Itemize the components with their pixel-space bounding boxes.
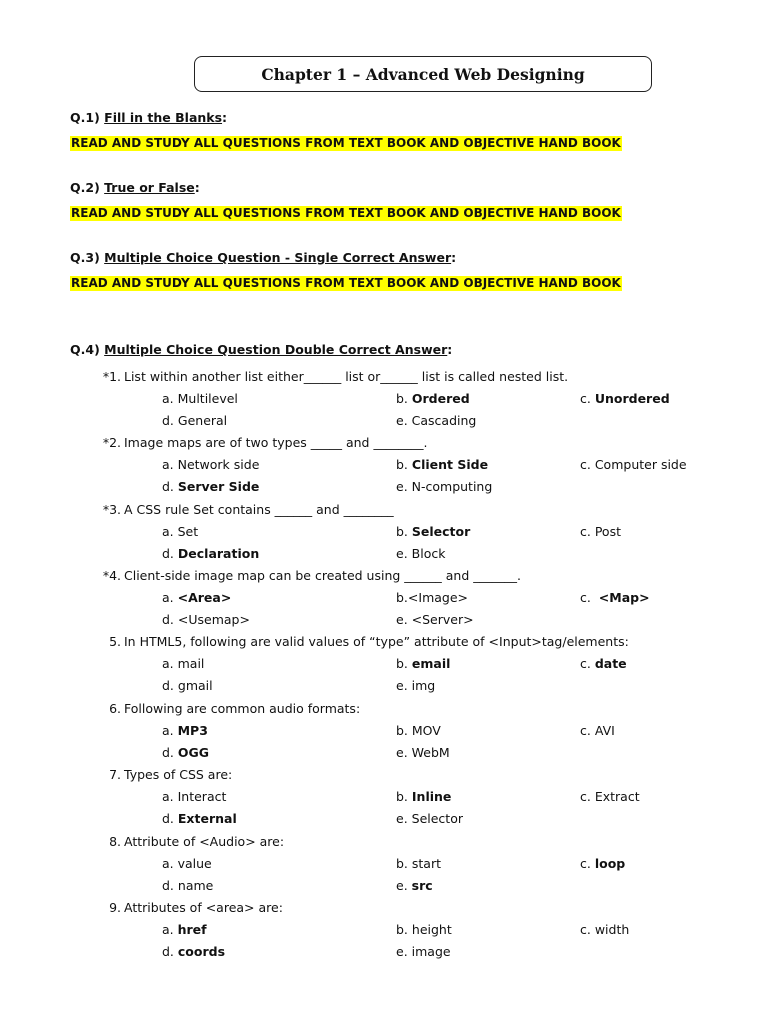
section-number: Q.2): [70, 180, 100, 195]
option-letter: a.: [162, 590, 178, 605]
option-letter: e.: [396, 479, 412, 494]
option-letter: c.: [580, 789, 595, 804]
option-letter: d.: [162, 413, 178, 428]
answer-option: [580, 856, 625, 871]
section-title: Fill in the Blanks: [104, 110, 223, 125]
option-letter: c.: [580, 391, 595, 406]
question-text: Attributes of <area> are:: [124, 900, 283, 915]
option-letter: e.: [396, 944, 412, 959]
question-number: *1.: [102, 369, 121, 384]
option-letter: e.: [396, 546, 412, 561]
option-text: Selector: [411, 524, 471, 539]
option-letter: e.: [396, 811, 412, 826]
answer-option: [162, 878, 213, 893]
option-letter: c.: [580, 590, 599, 605]
section-number: Q.1): [70, 110, 100, 125]
answer-option: [580, 457, 687, 472]
option-text: Computer side: [594, 457, 687, 472]
answer-option: [162, 546, 259, 561]
option-text: <Image>: [407, 590, 469, 605]
question-text: Image maps are of two types _____ and ________.: [124, 435, 428, 450]
option-letter: b.: [396, 922, 412, 937]
section-number: Q.3): [70, 250, 100, 265]
option-letter: e.: [396, 878, 412, 893]
option-letter: e.: [396, 745, 412, 760]
option-letter: a.: [162, 856, 178, 871]
option-text: OGG: [177, 745, 210, 760]
option-letter: a.: [162, 922, 178, 937]
answer-option: [396, 612, 474, 627]
answer-option: [396, 656, 450, 671]
option-letter: a.: [162, 391, 178, 406]
section-number: Q.4): [70, 342, 100, 357]
answer-option: [580, 391, 670, 406]
section-title: True or False: [104, 180, 195, 195]
answer-option: [162, 590, 231, 605]
answer-option: [396, 944, 451, 959]
question-text: Client-side image map can be created using ______ and _______.: [124, 568, 521, 583]
section-heading-q1: [70, 110, 227, 125]
option-text: Declaration: [177, 546, 260, 561]
answer-option: [580, 789, 640, 804]
answer-option: [580, 723, 615, 738]
answer-option: [396, 878, 433, 893]
answer-option: [396, 678, 435, 693]
answer-option: [396, 811, 463, 826]
option-letter: b.: [396, 457, 412, 472]
answer-option: [396, 922, 452, 937]
answer-option: [396, 723, 441, 738]
answer-option: [162, 922, 207, 937]
instruction-highlight-q2: READ AND STUDY ALL QUESTIONS FROM TEXT BOOK AND OBJECTIVE HAND BOOK: [71, 206, 621, 220]
option-letter: d.: [162, 878, 178, 893]
option-text: Network side: [177, 457, 260, 472]
answer-option: [396, 590, 468, 605]
option-text: mail: [177, 656, 205, 671]
option-letter: d.: [162, 811, 178, 826]
option-text: height: [411, 922, 452, 937]
question-number: *2.: [102, 435, 121, 450]
option-letter: a.: [162, 789, 178, 804]
answer-option: [580, 590, 650, 605]
option-text: coords: [177, 944, 226, 959]
option-letter: b.: [396, 524, 412, 539]
option-text: src: [411, 878, 433, 893]
option-letter: c.: [580, 856, 595, 871]
answer-option: [162, 524, 198, 539]
option-text: width: [594, 922, 630, 937]
option-text: Server Side: [177, 479, 260, 494]
answer-option: [162, 612, 250, 627]
answer-option: [396, 745, 450, 760]
section-colon: :: [447, 342, 453, 357]
answer-option: [162, 457, 259, 472]
answer-option: [396, 789, 451, 804]
option-text: date: [594, 656, 627, 671]
question-number: 9.: [109, 900, 121, 915]
option-letter: e.: [396, 413, 412, 428]
instruction-highlight-q1: READ AND STUDY ALL QUESTIONS FROM TEXT BOOK AND OBJECTIVE HAND BOOK: [71, 136, 621, 150]
option-text: Unordered: [594, 391, 670, 406]
answer-option: [396, 413, 476, 428]
option-letter: c.: [580, 457, 595, 472]
question-text: In HTML5, following are valid values of “type” attribute of <Input>tag/elements:: [124, 634, 629, 649]
option-text: <Usemap>: [177, 612, 250, 627]
question-text: Following are common audio formats:: [124, 701, 361, 716]
option-letter: c.: [580, 723, 595, 738]
option-text: WebM: [411, 745, 450, 760]
option-text: External: [177, 811, 237, 826]
option-text: Selector: [411, 811, 463, 826]
option-text: name: [177, 878, 214, 893]
option-letter: d.: [162, 546, 178, 561]
option-text: AVI: [594, 723, 615, 738]
section-colon: :: [222, 110, 228, 125]
answer-option: [162, 944, 225, 959]
option-text: Post: [594, 524, 621, 539]
option-text: Multilevel: [177, 391, 238, 406]
option-text: N-computing: [411, 479, 493, 494]
option-text: Inline: [411, 789, 452, 804]
question-number: 8.: [109, 834, 121, 849]
answer-option: [162, 656, 204, 671]
answer-option: [162, 811, 237, 826]
option-text: <Map>: [598, 590, 650, 605]
answer-option: [396, 391, 470, 406]
option-text: General: [177, 413, 228, 428]
option-letter: b.: [396, 789, 412, 804]
instruction-highlight-q3: READ AND STUDY ALL QUESTIONS FROM TEXT BOOK AND OBJECTIVE HAND BOOK: [71, 276, 621, 290]
question-number: *3.: [102, 502, 121, 517]
option-letter: c.: [580, 656, 595, 671]
section-heading-q2: [70, 180, 200, 195]
answer-option: [396, 546, 445, 561]
question-number: 7.: [109, 767, 121, 782]
option-text: gmail: [177, 678, 213, 693]
answer-option: [580, 524, 621, 539]
question-text: List within another list either______ list or______ list is called nested list.: [124, 369, 569, 384]
option-letter: b.: [396, 656, 412, 671]
answer-option: [162, 723, 208, 738]
option-text: Block: [411, 546, 446, 561]
answer-option: [580, 656, 627, 671]
option-letter: c.: [580, 524, 595, 539]
option-letter: d.: [162, 944, 178, 959]
chapter-title-box: [194, 56, 652, 92]
answer-option: [162, 678, 213, 693]
section-heading-q3: [70, 250, 456, 265]
answer-option: [162, 856, 212, 871]
answer-option: [396, 479, 492, 494]
answer-option: [162, 391, 238, 406]
option-letter: d.: [162, 678, 178, 693]
option-text: Interact: [177, 789, 227, 804]
question-number: 6.: [109, 701, 121, 716]
option-letter: b.: [396, 856, 412, 871]
question-text: A CSS rule Set contains ______ and ________: [124, 502, 394, 517]
option-text: img: [411, 678, 436, 693]
option-text: start: [411, 856, 442, 871]
option-letter: e.: [396, 612, 412, 627]
answer-option: [580, 922, 629, 937]
option-letter: c.: [580, 922, 595, 937]
answer-option: [162, 413, 227, 428]
option-text: email: [411, 656, 451, 671]
option-letter: d.: [162, 612, 178, 627]
section-colon: :: [194, 180, 200, 195]
section-title: Multiple Choice Question Double Correct Answer: [104, 342, 448, 357]
chapter-title: Chapter 1 – Advanced Web Designing: [261, 64, 585, 84]
option-letter: b.: [396, 723, 412, 738]
question-text: Types of CSS are:: [124, 767, 233, 782]
question-number: 5.: [109, 634, 121, 649]
option-text: <Area>: [177, 590, 232, 605]
option-text: Set: [177, 524, 199, 539]
option-text: <Server>: [411, 612, 474, 627]
option-text: MOV: [411, 723, 441, 738]
option-letter: b.: [396, 391, 412, 406]
option-text: MP3: [177, 723, 208, 738]
answer-option: [162, 745, 209, 760]
option-text: Extract: [594, 789, 640, 804]
option-text: loop: [594, 856, 626, 871]
answer-option: [396, 524, 470, 539]
answer-option: [396, 856, 441, 871]
option-letter: a.: [162, 723, 178, 738]
option-text: value: [177, 856, 212, 871]
option-letter: d.: [162, 479, 178, 494]
section-heading-q4: [70, 342, 452, 357]
section-colon: :: [451, 250, 457, 265]
answer-option: [396, 457, 488, 472]
option-text: href: [177, 922, 207, 937]
option-letter: d.: [162, 745, 178, 760]
option-letter: a.: [162, 656, 178, 671]
option-text: Client Side: [411, 457, 489, 472]
option-letter: a.: [162, 524, 178, 539]
question-number: *4.: [102, 568, 121, 583]
option-letter: e.: [396, 678, 412, 693]
option-text: Ordered: [411, 391, 470, 406]
option-letter: a.: [162, 457, 178, 472]
answer-option: [162, 789, 226, 804]
option-text: Cascading: [411, 413, 477, 428]
option-text: image: [411, 944, 451, 959]
question-text: Attribute of <Audio> are:: [124, 834, 285, 849]
option-letter: b.: [396, 590, 408, 605]
section-title: Multiple Choice Question - Single Correct Answer: [104, 250, 452, 265]
answer-option: [162, 479, 259, 494]
